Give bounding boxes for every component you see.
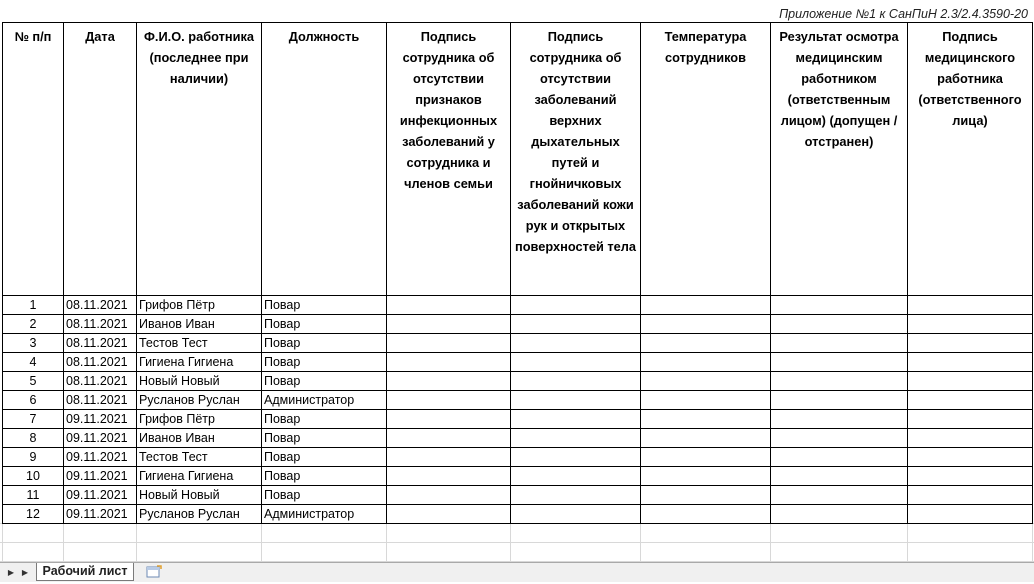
table-row[interactable]: [3, 315, 1033, 334]
cell-name[interactable]: Русланов Руслан: [137, 505, 262, 524]
cell-medic-signature[interactable]: [908, 315, 1033, 334]
cell-position[interactable]: Администратор: [262, 505, 387, 524]
header-cell-signature-respiratory[interactable]: Подпись сотрудника об отсутствии заболеваний верхних дыхательных путей и гнойничковых заболеваний кожи рук и открытых поверхностей тела: [511, 23, 641, 296]
cell-date[interactable]: 09.11.2021: [64, 410, 137, 429]
cell-position[interactable]: Повар: [262, 486, 387, 505]
cell-name[interactable]: Грифов Пётр: [137, 410, 262, 429]
table-row[interactable]: [3, 429, 1033, 448]
cell-temperature[interactable]: [641, 410, 771, 429]
health-journal-table[interactable]: [2, 22, 1033, 524]
cell-exam-result[interactable]: [771, 486, 908, 505]
cell-exam-result[interactable]: [771, 353, 908, 372]
prev-sheet-icon[interactable]: ▶: [21, 568, 29, 577]
cell-medic-signature[interactable]: [908, 448, 1033, 467]
cell-sig-infection[interactable]: [387, 467, 511, 486]
cell-sig-respiratory[interactable]: [511, 353, 641, 372]
cell-date[interactable]: 08.11.2021: [64, 315, 137, 334]
table-row[interactable]: [3, 334, 1033, 353]
cell-temperature[interactable]: [641, 448, 771, 467]
cell-name[interactable]: Иванов Иван: [137, 315, 262, 334]
cell-sig-respiratory[interactable]: [511, 410, 641, 429]
cell-number[interactable]: 11: [3, 486, 64, 505]
appendix-note: Приложение №1 к СанПиН 2.3/2.4.3590-20: [779, 7, 1028, 21]
sheet-tab-bar: [0, 562, 1034, 582]
cell-sig-respiratory[interactable]: [511, 448, 641, 467]
cell-name[interactable]: Новый Новый: [137, 372, 262, 391]
cell-position[interactable]: Повар: [262, 448, 387, 467]
cell-date[interactable]: 09.11.2021: [64, 448, 137, 467]
header-cell-number[interactable]: № п/п: [3, 23, 64, 296]
table-row[interactable]: [3, 505, 1033, 524]
cell-number[interactable]: 9: [3, 448, 64, 467]
cell-position[interactable]: Повар: [262, 429, 387, 448]
cell-temperature[interactable]: [641, 505, 771, 524]
cell-number[interactable]: 5: [3, 372, 64, 391]
cell-temperature[interactable]: [641, 467, 771, 486]
cell-medic-signature[interactable]: [908, 486, 1033, 505]
cell-date[interactable]: 08.11.2021: [64, 391, 137, 410]
cell-date[interactable]: 09.11.2021: [64, 486, 137, 505]
table-row[interactable]: [3, 372, 1033, 391]
cell-sig-infection[interactable]: [387, 410, 511, 429]
cell-temperature[interactable]: [641, 296, 771, 315]
cell-date[interactable]: 08.11.2021: [64, 353, 137, 372]
cell-sig-respiratory[interactable]: [511, 372, 641, 391]
cell-sig-respiratory[interactable]: [511, 334, 641, 353]
table-row[interactable]: [3, 296, 1033, 315]
cell-exam-result[interactable]: [771, 467, 908, 486]
cell-name[interactable]: Тестов Тест: [137, 334, 262, 353]
header-cell-position[interactable]: Должность: [262, 23, 387, 296]
cell-number[interactable]: 12: [3, 505, 64, 524]
cell-sig-infection[interactable]: [387, 334, 511, 353]
cell-sig-respiratory[interactable]: [511, 391, 641, 410]
header-cell-date[interactable]: Дата: [64, 23, 137, 296]
cell-position[interactable]: Повар: [262, 334, 387, 353]
cell-position[interactable]: Повар: [262, 315, 387, 334]
cell-number[interactable]: 1: [3, 296, 64, 315]
cell-medic-signature[interactable]: [908, 410, 1033, 429]
header-cell-name[interactable]: Ф.И.О. работника (последнее при наличии): [137, 23, 262, 296]
cell-medic-signature[interactable]: [908, 353, 1033, 372]
sheet-tab-working[interactable]: [36, 563, 134, 581]
cell-position[interactable]: Повар: [262, 296, 387, 315]
cell-date[interactable]: 09.11.2021: [64, 429, 137, 448]
cell-temperature[interactable]: [641, 391, 771, 410]
cell-number[interactable]: 3: [3, 334, 64, 353]
table-row[interactable]: [3, 353, 1033, 372]
cell-sig-infection[interactable]: [387, 486, 511, 505]
cell-number[interactable]: 8: [3, 429, 64, 448]
cell-sig-infection[interactable]: [387, 296, 511, 315]
cell-sig-respiratory[interactable]: [511, 467, 641, 486]
cell-medic-signature[interactable]: [908, 372, 1033, 391]
cell-temperature[interactable]: [641, 486, 771, 505]
header-cell-signature-infection[interactable]: Подпись сотрудника об отсутствии признаков инфекционных заболеваний у сотрудника и членов семьи: [387, 23, 511, 296]
cell-medic-signature[interactable]: [908, 334, 1033, 353]
cell-date[interactable]: 08.11.2021: [64, 372, 137, 391]
cell-position[interactable]: Повар: [262, 410, 387, 429]
cell-name[interactable]: Гигиена Гигиена: [137, 467, 262, 486]
cell-position[interactable]: Администратор: [262, 391, 387, 410]
table-row[interactable]: [3, 448, 1033, 467]
cell-number[interactable]: 2: [3, 315, 64, 334]
cell-temperature[interactable]: [641, 315, 771, 334]
cell-number[interactable]: 4: [3, 353, 64, 372]
cell-exam-result[interactable]: [771, 391, 908, 410]
insert-sheet-icon[interactable]: [146, 565, 162, 579]
table-row[interactable]: [3, 410, 1033, 429]
cell-exam-result[interactable]: [771, 315, 908, 334]
cell-exam-result[interactable]: [771, 429, 908, 448]
cell-position[interactable]: Повар: [262, 467, 387, 486]
cell-temperature[interactable]: [641, 353, 771, 372]
cell-exam-result[interactable]: [771, 410, 908, 429]
cell-sig-infection[interactable]: [387, 505, 511, 524]
cell-exam-result[interactable]: [771, 448, 908, 467]
cell-exam-result[interactable]: [771, 296, 908, 315]
sheet-tab-label: Рабочий лист: [42, 564, 128, 578]
cell-position[interactable]: Повар: [262, 372, 387, 391]
cell-sig-respiratory[interactable]: [511, 296, 641, 315]
header-cell-medic-signature[interactable]: Подпись медицинского работника (ответственного лица): [908, 23, 1033, 296]
cell-name[interactable]: Русланов Руслан: [137, 391, 262, 410]
cell-date[interactable]: 08.11.2021: [64, 296, 137, 315]
header-cell-temperature[interactable]: Температура сотрудников: [641, 23, 771, 296]
cell-date[interactable]: 08.11.2021: [64, 334, 137, 353]
grid-row-line: [0, 542, 1034, 543]
cell-temperature[interactable]: [641, 429, 771, 448]
table-row[interactable]: [3, 391, 1033, 410]
cell-medic-signature[interactable]: [908, 391, 1033, 410]
header-cell-exam-result[interactable]: Результат осмотра медицинским работником (ответственным лицом) (допущен / отстранен): [771, 23, 908, 296]
table-row[interactable]: [3, 467, 1033, 486]
cell-position[interactable]: Повар: [262, 353, 387, 372]
cell-number[interactable]: 10: [3, 467, 64, 486]
cell-date[interactable]: 09.11.2021: [64, 467, 137, 486]
cell-name[interactable]: Новый Новый: [137, 486, 262, 505]
cell-temperature[interactable]: [641, 334, 771, 353]
cell-number[interactable]: 6: [3, 391, 64, 410]
cell-medic-signature[interactable]: [908, 467, 1033, 486]
cell-sig-infection[interactable]: [387, 429, 511, 448]
cell-sig-respiratory[interactable]: [511, 505, 641, 524]
cell-sig-infection[interactable]: [387, 448, 511, 467]
cell-sig-respiratory[interactable]: [511, 486, 641, 505]
cell-name[interactable]: Иванов Иван: [137, 429, 262, 448]
first-sheet-icon[interactable]: ▶​: [7, 568, 15, 577]
cell-exam-result[interactable]: [771, 334, 908, 353]
cell-exam-result[interactable]: [771, 372, 908, 391]
cell-sig-respiratory[interactable]: [511, 429, 641, 448]
cell-name[interactable]: Тестов Тест: [137, 448, 262, 467]
cell-medic-signature[interactable]: [908, 296, 1033, 315]
cell-temperature[interactable]: [641, 372, 771, 391]
cell-name[interactable]: Гигиена Гигиена: [137, 353, 262, 372]
table-row[interactable]: [3, 486, 1033, 505]
cell-medic-signature[interactable]: [908, 429, 1033, 448]
cell-sig-infection[interactable]: [387, 315, 511, 334]
cell-sig-infection[interactable]: [387, 353, 511, 372]
cell-name[interactable]: Грифов Пётр: [137, 296, 262, 315]
cell-sig-infection[interactable]: [387, 372, 511, 391]
cell-number[interactable]: 7: [3, 410, 64, 429]
cell-exam-result[interactable]: [771, 505, 908, 524]
header-row: [3, 23, 1033, 296]
cell-date[interactable]: 09.11.2021: [64, 505, 137, 524]
cell-medic-signature[interactable]: [908, 505, 1033, 524]
cell-sig-infection[interactable]: [387, 391, 511, 410]
cell-sig-respiratory[interactable]: [511, 315, 641, 334]
